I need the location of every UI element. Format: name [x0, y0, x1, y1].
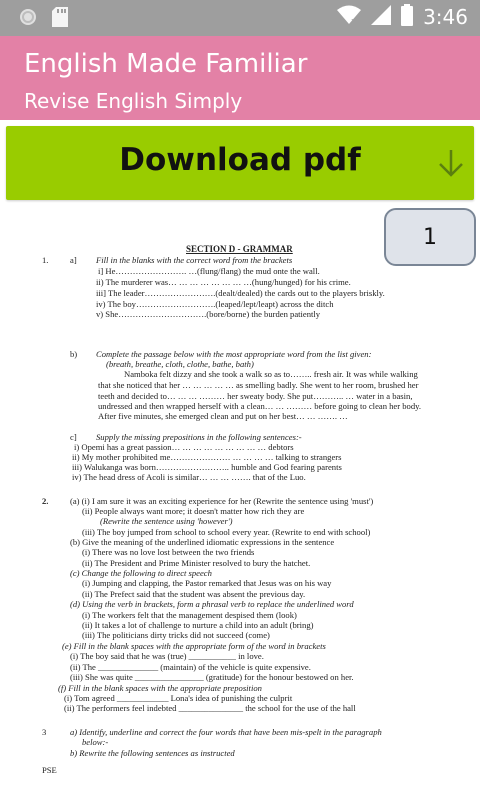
app-title: English Made Familiar	[24, 49, 308, 79]
app-bar	[0, 36, 480, 120]
passage-line: that she noticed that her … … … … … as smelling badly. She went to her room, brushed her	[98, 380, 419, 390]
instruction: Supply the missing prepositions in the following sentences:-	[96, 432, 302, 442]
question-line: (i) There was no love lost between the two friends	[82, 547, 255, 557]
sd-card-icon	[52, 7, 68, 31]
question-line: (ii) The ______________ (maintain) of the vehicle is quite expensive.	[70, 662, 311, 672]
question-line: (b) Give the meaning of the underlined idiomatic expressions in the sentence	[70, 537, 335, 547]
list-item: iii] The leader…………………….(dealt/dealed) the cards out to the players briskly.	[96, 288, 385, 298]
battery-icon	[401, 4, 413, 30]
question-line: below:-	[82, 737, 109, 747]
question-line: (e) Fill in the blank spaces with the appropriate form of the word in brackets	[62, 641, 326, 651]
question-line: (c) Change the following to direct speech	[70, 568, 212, 578]
question-line: (ii) People always want more; it doesn't matter how rich they are	[82, 506, 305, 516]
question-line: a) Identify, underline and correct the four words that have been mis-spelt in the paragraph	[70, 727, 382, 737]
question-line: (d) Using the verb in brackets, form a phrasal verb to replace the underlined word	[70, 599, 354, 609]
part-label: c]	[70, 432, 77, 442]
passage-line: Namboka felt dizzy and she took a walk so as to…….. fresh air. It was while walking	[124, 369, 418, 379]
question-line: (a) (i) I am sure it was an exciting experience for her (Rewrite the sentence using 'must')	[70, 496, 374, 506]
list-item: iv) The boy……………………….(leaped/lept/leapt) across the ditch	[96, 299, 334, 309]
part-label: a]	[70, 255, 77, 265]
clock: 3:46	[423, 5, 468, 29]
passage-line: teeth and decided to… … … ……… her sweaty body. She put……….. … water in a basin,	[98, 391, 413, 401]
question-line: (iii) She was quite ________________ (gratitude) for the honour bestowed on her.	[70, 672, 354, 682]
question-line: b) Rewrite the following sentences as instructed	[70, 748, 235, 758]
question-line: (iii) The boy jumped from school to school every year. (Rewrite to end with school)	[82, 527, 371, 537]
instruction: (breath, breathe, cloth, clothe, bathe, bath)	[106, 359, 254, 369]
question-line: (iii) The politicians dirty tricks did not succeed (come)	[82, 630, 270, 640]
passage-line: undressed and then wrapped herself with a clean… … ……… before going to clean her body.	[98, 401, 422, 411]
wifi-icon	[337, 5, 361, 29]
question-number: 3	[42, 727, 47, 737]
question-line: (ii) The President and Prime Minister resolved to bury the hatchet.	[82, 558, 311, 568]
list-item: i) Opemi has a great passion… … … … … … … … … debtors	[74, 442, 294, 452]
list-item: v) She………………………….(bore/borne) the burden patiently	[96, 309, 321, 319]
question-number: 2.	[42, 496, 49, 506]
app-notification-icon	[18, 7, 38, 31]
download-pdf-label: Download pdf	[119, 142, 361, 178]
status-bar	[0, 0, 480, 36]
question-line: (i) The boy said that he was (true) ___________ in love.	[70, 651, 264, 661]
question-line: (f) Fill in the blank spaces with the appropriate preposition	[58, 683, 262, 693]
question-line: (ii) The performers feel indebted _______________ the school for the use of the hall	[64, 703, 356, 713]
question-line: (i) Tom agreed ____________ Lona's idea of punishing the culprit	[64, 693, 293, 703]
instruction: Fill in the blanks with the correct word from the brackets	[96, 255, 293, 265]
list-item: ii) The murderer was… … … … … … … …(hung/hunged) for his crime.	[96, 277, 351, 287]
question-line: (ii) The Prefect said that the student was absent the previous day.	[82, 589, 306, 599]
question-line: (ii) It takes a lot of challenge to nurture a child into an adult (bring)	[82, 620, 314, 630]
download-pdf-button[interactable]	[6, 126, 474, 200]
signal-icon	[371, 5, 391, 29]
instruction: Complete the passage below with the most appropriate word from the list given:	[96, 349, 372, 359]
part-label: b)	[70, 349, 78, 359]
question-line: (i) The workers felt that the management despised them (look)	[82, 610, 297, 620]
arrow-down-icon	[438, 148, 464, 178]
section-title: SECTION D - GRAMMAR	[186, 244, 293, 254]
question-line: (Rewrite the sentence using 'however')	[100, 516, 233, 526]
list-item: ii) My mother prohibited me………………… … … … … talking to strangers	[72, 452, 342, 462]
pdf-page-view[interactable]	[0, 206, 480, 800]
app-subtitle: Revise English Simply	[24, 89, 243, 113]
list-item: i] He……………………. …(flung/flang) the mud onte the wall.	[98, 266, 320, 276]
question-number: 1.	[42, 255, 49, 265]
list-item: iv) The head dress of Acoli is similar… … … ……. that of the Luo.	[72, 472, 306, 482]
page-number-indicator: 1	[384, 208, 476, 266]
svg-text:x: x	[351, 17, 357, 25]
page-footer: PSE	[42, 765, 57, 775]
passage-line: After five minutes, she emerged clean and put on her best… … ……. …	[98, 411, 348, 421]
list-item: iii) Walukanga was born…………………….. humble and God fearing parents	[72, 462, 342, 472]
question-line: (i) Jumping and clapping, the Pastor remarked that Jesus was on his way	[82, 578, 332, 588]
